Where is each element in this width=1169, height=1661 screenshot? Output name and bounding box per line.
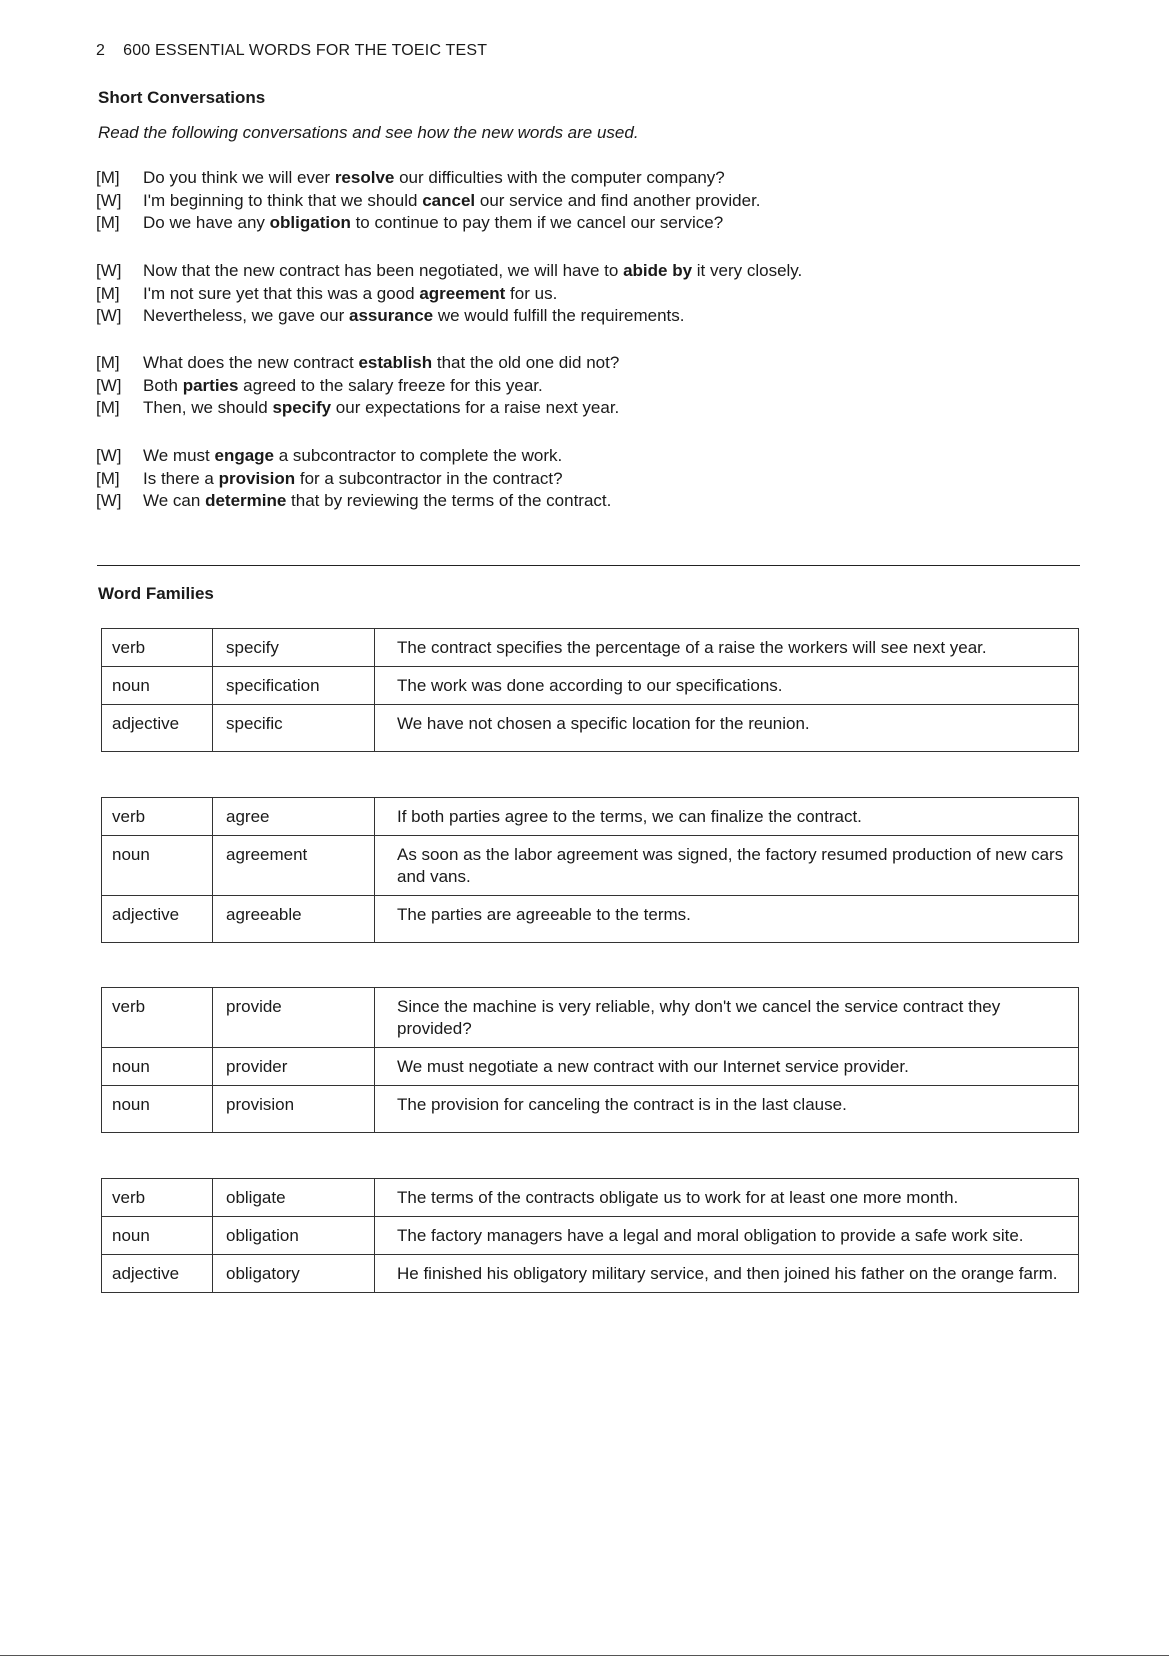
conversation-line: [96, 375, 619, 398]
line-text: We can: [143, 491, 206, 510]
vocab-word: parties: [182, 375, 239, 395]
conversation-1: [96, 167, 761, 235]
example-sentence: If both parties agree to the terms, we can finalize the contract.: [375, 798, 1079, 836]
word-family-table-provide: [101, 987, 1079, 1133]
short-conversations-title: Short Conversations: [98, 88, 266, 107]
conversation-line: [96, 190, 761, 213]
example-sentence: We have not chosen a specific location for the reunion.: [375, 705, 1079, 752]
vocab-word: resolve: [334, 168, 395, 187]
word-family-table-agree: [101, 797, 1079, 943]
word-form: agreeable: [213, 896, 375, 943]
part-of-speech: noun: [102, 1086, 213, 1133]
word-form: obligatory: [213, 1255, 375, 1293]
example-sentence: The parties are agreeable to the terms.: [375, 896, 1079, 943]
line-text: to continue to pay them if we cancel our service?: [350, 213, 724, 232]
part-of-speech: noun: [102, 1048, 213, 1086]
table-row: [102, 1179, 1079, 1217]
line-text: What does the new contract: [143, 353, 359, 372]
line-text: Is there a: [143, 468, 219, 488]
line-text: Then, we should: [143, 398, 273, 417]
vocab-word: cancel: [422, 190, 476, 210]
vocab-word: establish: [358, 353, 433, 372]
word-form: provider: [213, 1048, 375, 1086]
part-of-speech: verb: [102, 1179, 213, 1217]
word-form: provision: [213, 1086, 375, 1133]
example-sentence: As soon as the labor agreement was signed, the factory resumed production of new cars and vans.: [375, 836, 1079, 896]
speaker-label: [W]: [96, 261, 122, 280]
vocab-word: engage: [214, 446, 275, 465]
word-form: specification: [213, 667, 375, 705]
line-text: that the old one did not?: [432, 353, 620, 372]
line-text: Both: [143, 375, 183, 395]
table-row: [102, 1086, 1079, 1133]
line-text: for a subcontractor in the contract?: [295, 468, 563, 488]
line-text: I'm not sure yet that this was a good: [143, 283, 420, 303]
running-head: [96, 42, 487, 60]
table-row: [102, 798, 1079, 836]
word-form: specific: [213, 705, 375, 752]
line-text: Do you think we will ever: [143, 168, 335, 187]
line-text: it very closely.: [692, 261, 803, 280]
conversation-line: [96, 468, 611, 491]
vocab-word: provision: [218, 468, 296, 488]
speaker-label: [M]: [96, 283, 120, 303]
part-of-speech: adjective: [102, 896, 213, 943]
word-form: specify: [213, 629, 375, 667]
speaker-label: [W]: [96, 491, 122, 510]
line-text: Now that the new contract has been negotiated, we will have to: [143, 261, 624, 280]
part-of-speech: verb: [102, 798, 213, 836]
word-form: obligate: [213, 1179, 375, 1217]
example-sentence: The terms of the contracts obligate us to work for at least one more month.: [375, 1179, 1079, 1217]
line-text: Nevertheless, we gave our: [143, 306, 349, 325]
vocab-word: abide by: [623, 261, 693, 280]
table-row: [102, 629, 1079, 667]
word-form: agree: [213, 798, 375, 836]
word-family-table-obligate: [101, 1178, 1079, 1293]
conversation-line: [96, 212, 761, 235]
table-row: [102, 1048, 1079, 1086]
speaker-label: [W]: [96, 190, 122, 210]
speaker-label: [W]: [96, 446, 122, 465]
word-families-title: Word Families: [98, 584, 214, 603]
instructions: Read the following conversations and see how the new words are used.: [98, 123, 639, 142]
conversation-line: [96, 283, 802, 306]
word-family-table-specify: [101, 628, 1079, 752]
part-of-speech: adjective: [102, 705, 213, 752]
part-of-speech: noun: [102, 836, 213, 896]
line-text: that by reviewing the terms of the contract.: [286, 491, 612, 510]
example-sentence: We must negotiate a new contract with our Internet service provider.: [375, 1048, 1079, 1086]
table-row: [102, 667, 1079, 705]
vocab-word: specify: [272, 398, 332, 417]
table-row: [102, 836, 1079, 896]
example-sentence: Since the machine is very reliable, why don't we cancel the service contract they provided?: [375, 988, 1079, 1048]
example-sentence: The provision for canceling the contract is in the last clause.: [375, 1086, 1079, 1133]
part-of-speech: verb: [102, 629, 213, 667]
line-text: we would fulfill the requirements.: [433, 306, 685, 325]
page-number: 2: [96, 42, 106, 59]
vocab-word: obligation: [269, 213, 351, 232]
vocab-word: determine: [205, 491, 287, 510]
part-of-speech: verb: [102, 988, 213, 1048]
word-form: provide: [213, 988, 375, 1048]
speaker-label: [M]: [96, 398, 120, 417]
line-text: I'm beginning to think that we should: [143, 190, 423, 210]
conversation-line: [96, 397, 619, 420]
table-row: [102, 896, 1079, 943]
vocab-word: agreement: [419, 283, 506, 303]
example-sentence: He finished his obligatory military service, and then joined his father on the orange farm.: [375, 1255, 1079, 1293]
book-title: 600 ESSENTIAL WORDS FOR THE TOEIC TEST: [123, 42, 488, 59]
section-divider: [97, 565, 1080, 566]
line-text: We must: [143, 446, 215, 465]
example-sentence: The factory managers have a legal and moral obligation to provide a safe work site.: [375, 1217, 1079, 1255]
speaker-label: [M]: [96, 213, 120, 232]
conversation-line: [96, 490, 611, 513]
line-text: agreed to the salary freeze for this year.: [238, 375, 543, 395]
line-text: our expectations for a raise next year.: [331, 398, 620, 417]
line-text: Do we have any: [143, 213, 270, 232]
line-text: a subcontractor to complete the work.: [274, 446, 563, 465]
conversation-line: [96, 352, 619, 375]
word-form: agreement: [213, 836, 375, 896]
word-form: obligation: [213, 1217, 375, 1255]
speaker-label: [M]: [96, 353, 120, 372]
table-row: [102, 1255, 1079, 1293]
line-text: our difficulties with the computer company?: [394, 168, 725, 187]
speaker-label: [W]: [96, 306, 122, 325]
speaker-label: [M]: [96, 468, 120, 488]
part-of-speech: noun: [102, 1217, 213, 1255]
speaker-label: [M]: [96, 168, 120, 187]
line-text: for us.: [505, 283, 558, 303]
conversation-2: [96, 260, 802, 328]
conversation-line: [96, 167, 761, 190]
vocab-word: assurance: [349, 306, 434, 325]
conversation-line: [96, 445, 611, 468]
part-of-speech: adjective: [102, 1255, 213, 1293]
conversation-line: [96, 260, 802, 283]
example-sentence: The work was done according to our specifications.: [375, 667, 1079, 705]
part-of-speech: noun: [102, 667, 213, 705]
line-text: our service and find another provider.: [475, 190, 761, 210]
table-row: [102, 705, 1079, 752]
example-sentence: The contract specifies the percentage of a raise the workers will see next year.: [375, 629, 1079, 667]
table-row: [102, 1217, 1079, 1255]
conversation-4: [96, 445, 611, 513]
page-bottom-edge: [0, 1655, 1169, 1656]
speaker-label: [W]: [96, 375, 122, 395]
conversation-3: [96, 352, 619, 420]
table-row: [102, 988, 1079, 1048]
conversation-line: [96, 305, 802, 328]
